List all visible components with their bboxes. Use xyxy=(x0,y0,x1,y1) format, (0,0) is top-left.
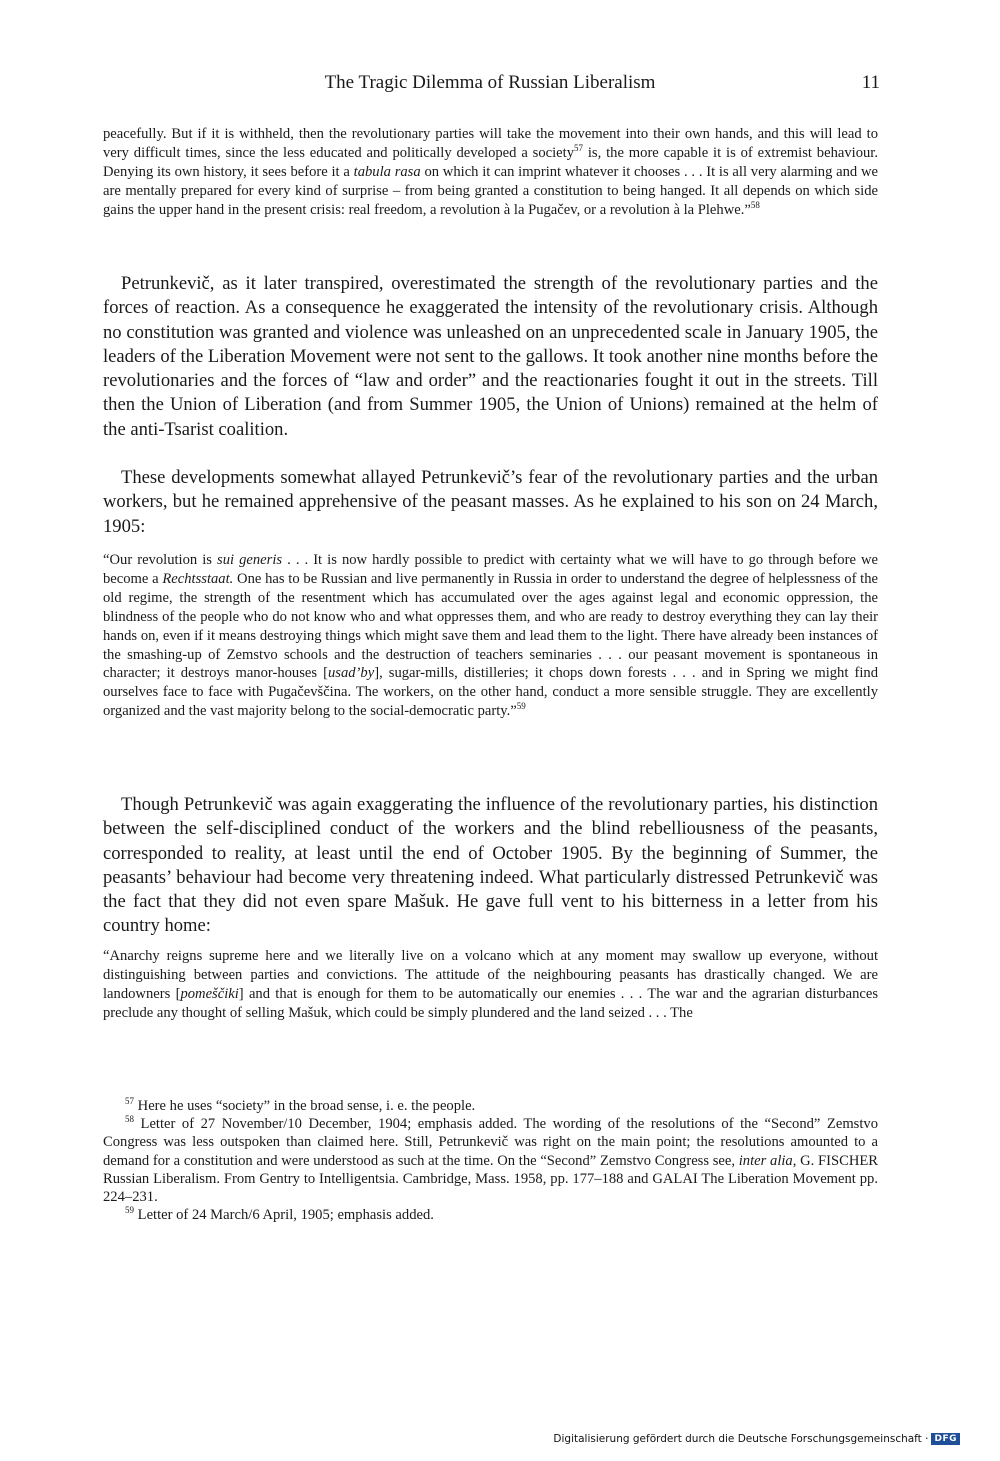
quote-text: ], sugar-mills, distilleries; it chops down forests . . . and in Spring we might find ourselves face to face with Pugačevščina. The workers, on the other hand, conduct a more sensible struggle. They are excellently organized and the vast majority belong to the social-democratic party.” xyxy=(103,665,878,720)
quote-block-2 xyxy=(103,551,878,721)
footnote-text: Letter of 24 March/6 April, 1905; emphasis added. xyxy=(134,1207,434,1224)
quote-text: peacefully. But if it is withheld, then the revolutionary parties will take the movement into their own hands, and this will lead to very difficult times, since the less educated and politically developed a society xyxy=(103,126,878,161)
emphasis-text: sui generis xyxy=(217,552,283,568)
quote-text: ] and that is enough for them to be automatically our enemies . . . The war and the agrarian disturbances preclude any thought of selling Mašuk, which could be simply plundered and the land seized . . . The xyxy=(103,985,878,1021)
body-paragraph: These developments somewhat allayed Petrunkevič’s fear of the revolutionary parties and the urban workers, but he remained apprehensive of the peasant masses. As he explained to his son on 24 March, 1905: xyxy=(103,467,878,537)
digitization-credit xyxy=(553,1431,960,1447)
footnote-59 xyxy=(103,1206,878,1224)
footnote-number: 57 xyxy=(125,1096,134,1107)
quote-text: . . . It is now hardly possible to predict with certainty what we will have to go through before we become a xyxy=(103,552,878,587)
footnotes xyxy=(103,1097,878,1224)
footnote-number: 59 xyxy=(125,1205,134,1216)
footnote-57 xyxy=(103,1097,878,1115)
footnote-number: 58 xyxy=(125,1114,134,1125)
quote-text: “Our revolution is xyxy=(103,552,218,568)
footnote-text: Here he uses “society” in the broad sense, i. e. the people. xyxy=(134,1098,476,1114)
page-number: 11 xyxy=(861,72,880,93)
footnote-58 xyxy=(103,1115,878,1206)
quote-text: “Anarchy reigns supreme here and we literally live on a volcano which at any moment may swallow up everyone, without distinguishing between parties and convictions. The attitude of the neighbouring peasants has drastically changed. We are landowners [ xyxy=(103,948,878,1002)
emphasis-text: usad’by xyxy=(327,665,375,682)
body-paragraph: Though Petrunkevič was again exaggerating the influence of the revolutionary parties, his distinction between the self-disciplined conduct of the workers and the blind rebelliousness of the peasants, corresponded to reality, at least until the end of October 1905. By the beginning of Summer, the peasants’ behaviour had become very threatening indeed. What particularly distressed Petrunkevič was the fact that they did not even spare Mašuk. He gave full vent to his bitterness in a letter from his country home: xyxy=(103,794,878,937)
emphasis-text: inter alia xyxy=(738,1152,793,1169)
credit-text: Digitalisierung gefördert durch die Deutsche Forschungsgemeinschaft · xyxy=(553,1433,929,1445)
footnote-ref[interactable]: 57 xyxy=(574,143,583,154)
emphasis-text: pomeščiki xyxy=(180,985,239,1002)
emphasis-text: Rechtsstaat. xyxy=(162,570,234,587)
footnote-text: , G. FISCHER Russian Liberalism. From Gentry to Intelligentsia. Cambridge, Mass. 1958, pp. 177–188 and GALAI The Liberation Movement pp. 224–231. xyxy=(103,1152,879,1206)
quote-text: One has to be Russian and live permanently in Russia in order to understand the degree of helplessness of the old regime, the strength of the resentment which has accumulated over the ages against legal and economic oppression, the blindness of the people who do not know who and what oppresses them, and who are ready to destroy everything they can lay their hands on, even if it means destroying things which might save them and lead them to the light. There have already been instances of the smashing-up of Zemstvo schools and the destruction of teachers seminaries . . . our peasant movement is spontaneous in character; it destroys manor-houses [ xyxy=(103,570,879,682)
body-paragraph: Petrunkevič, as it later transpired, overestimated the strength of the revolutionary parties and the forces of reaction. As a consequence he exaggerated the intensity of the revolutionary crisis. Although no constitution was granted and violence was unleashed on an unprecedented scale in January 1905, the leaders of the Liberation Movement were not sent to the gallows. It took another nine months before the revolutionaries and the forces of “law and order” and the reactionaries fought it out in the streets. Till then the Union of Liberation (and from Summer 1905, the Union of Unions) remained at the helm of the anti-Tsarist coalition. xyxy=(103,273,878,440)
emphasis-text: tabula rasa xyxy=(353,163,421,180)
quote-block-1 xyxy=(103,125,878,220)
footnote-text: Letter of 27 November/10 December, 1904; emphasis added. The wording of the resolutions of the “Second” Zemstvo Congress was less outspoken than claimed here. Still, Petrunkevič was right on the main point; the resolutions amounted to a demand for a constitution and were understood as such at the time. On the “Second” Zemstvo Congress see, xyxy=(103,1116,878,1169)
quote-text: on which it can imprint whatever it chooses . . . It is all very alarming and we are mentally prepared for every kind of surprise – from being granted a constitution to being hanged. It all depends on which side gains the upper hand in the present crisis: real freedom, a revolution à la Pugačev, or a revolution à la Plehwe.” xyxy=(103,163,878,218)
footnote-ref[interactable]: 58 xyxy=(750,199,760,210)
running-title: The Tragic Dilemma of Russian Liberalism xyxy=(324,72,656,93)
quote-block-3 xyxy=(103,947,878,1023)
quote-text: is, the more capable it is of extremist behaviour. Denying its own history, it sees before it a xyxy=(103,144,878,180)
dfg-logo-icon: DFG xyxy=(931,1433,960,1445)
page-header xyxy=(100,72,880,100)
footnote-ref[interactable]: 59 xyxy=(516,701,526,712)
